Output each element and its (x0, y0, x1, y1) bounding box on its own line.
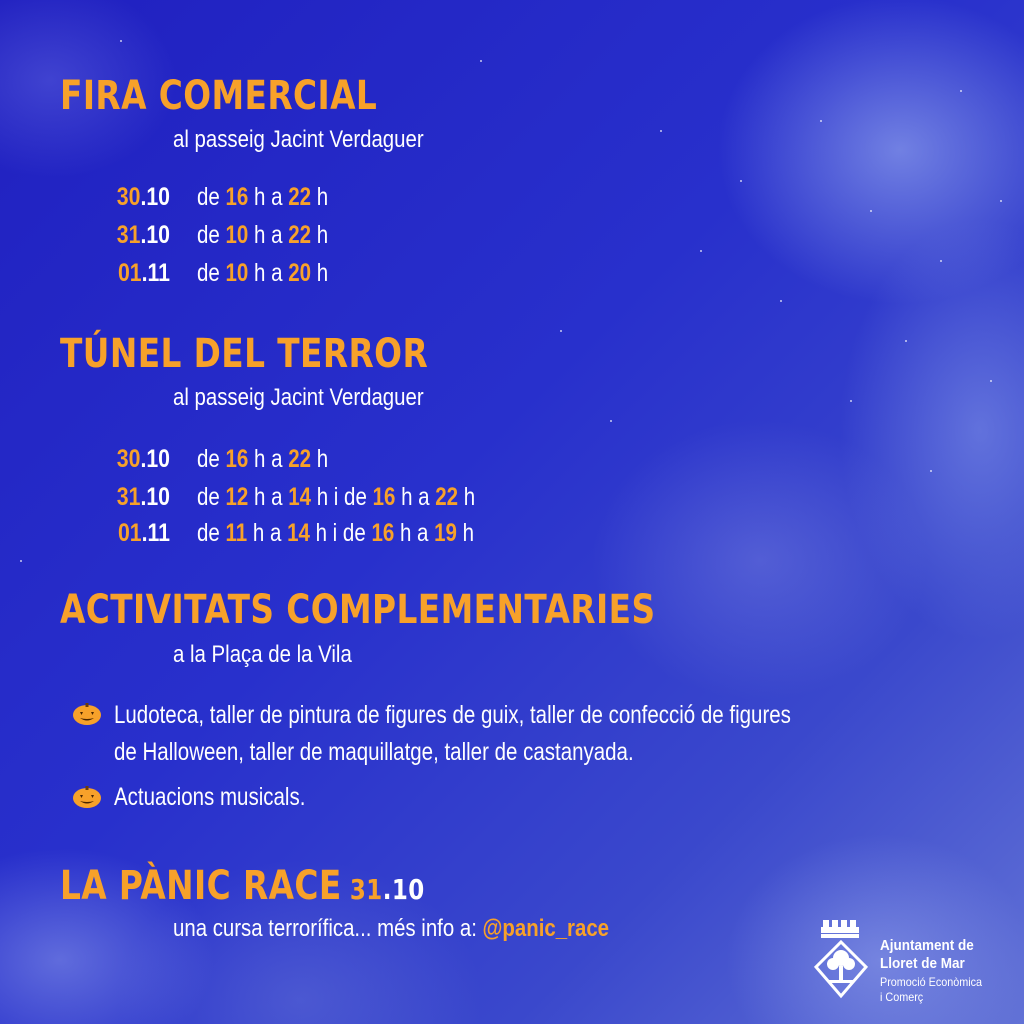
logo-line-4: i Comerç (880, 990, 924, 1004)
fira-hours: de 10 h a 22 h (197, 221, 329, 249)
race-date: 31.10 (349, 873, 425, 906)
fira-row (0, 180, 700, 214)
tunel-title: TÚNEL DEL TERROR (60, 331, 429, 377)
fira-location: al passeig Jacint Verdaguer (173, 126, 424, 153)
fira-row (0, 256, 700, 290)
pumpkin-icon (72, 702, 102, 726)
activity-item: Actuacions musicals. (114, 783, 306, 811)
fira-date: 31.10 (116, 221, 170, 249)
tunel-hours: de 11 h a 14 h i de 16 h a 19 h (197, 519, 475, 547)
tunel-location: al passeig Jacint Verdaguer (173, 384, 424, 411)
tunel-row (0, 516, 700, 550)
tunel-hours: de 16 h a 22 h (197, 445, 329, 473)
logo-line-1: Ajuntament de (880, 937, 974, 954)
fira-title: FIRA COMERCIAL (60, 73, 378, 119)
fira-hours: de 16 h a 22 h (197, 183, 329, 211)
race-tagline: una cursa terrorífica... més info a: @panic_race (173, 915, 610, 942)
activity-item: Ludoteca, taller de pintura de figures de guix, taller de confecció de figures de Halloween, taller de maquillatge, taller de castanyada. (114, 701, 791, 766)
activitats-title: ACTIVITATS COMPLEMENTARIES (60, 587, 656, 633)
logo-line-3: Promoció Econòmica (880, 975, 983, 989)
tunel-date: 31.10 (116, 483, 170, 511)
panic-race-handle[interactable]: @panic_race (482, 915, 610, 942)
race-title: LA PÀNIC RACE 31.10 (60, 863, 425, 909)
logo-line-2: Lloret de Mar (880, 955, 965, 972)
tunel-date: 01.11 (117, 519, 170, 547)
fira-hours: de 10 h a 20 h (197, 259, 329, 287)
fira-date: 30.10 (116, 183, 170, 211)
fira-date: 01.11 (117, 259, 170, 287)
tunel-row (0, 442, 700, 476)
fira-row (0, 218, 700, 252)
pumpkin-icon (72, 785, 102, 809)
tunel-date: 30.10 (116, 445, 170, 473)
activitats-location: a la Plaça de la Vila (173, 641, 352, 668)
tunel-hours: de 12 h a 14 h i de 16 h a 22 h (197, 483, 476, 511)
tunel-row (0, 480, 700, 514)
lloret-coat-of-arms-icon (812, 918, 870, 1000)
